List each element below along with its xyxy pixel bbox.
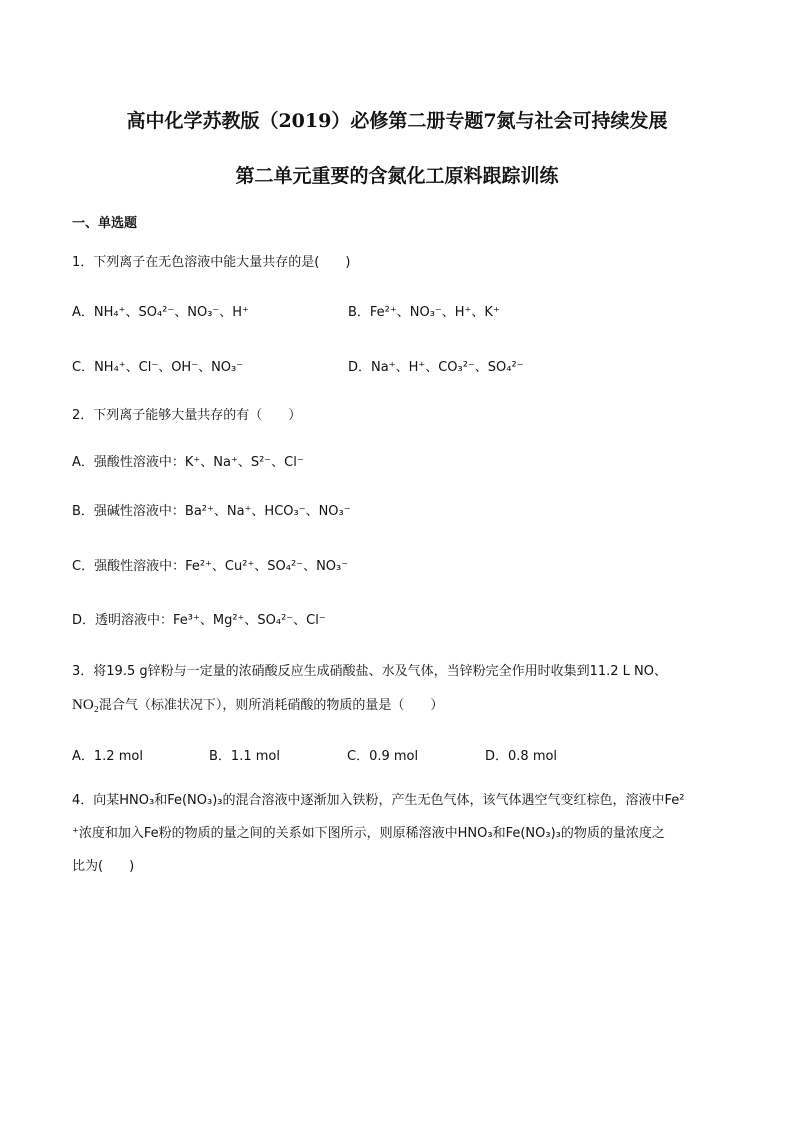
q3-option-b: B．1.1 mol — [209, 749, 280, 764]
q1-option-c: C．NH₄⁺、Cl⁻、OH⁻、NO₃⁻ — [72, 360, 244, 375]
q4-line-2: ⁺浓度和加入Fe粉的物质的量之间的关系如下图所示，则原稀溶液中HNO₃和Fe(NO₃)₃的物质的量浓度之 — [72, 826, 665, 841]
q3-option-d: D．0.8 mol — [485, 749, 558, 764]
q2-option-c: C．强酸性溶液中：Fe²⁺、Cu²⁺、SO₄²⁻、NO₃⁻ — [72, 559, 349, 574]
q2-stem: 2．下列离子能够大量共存的有（ ） — [72, 408, 302, 423]
q3-no2-formula: NO₂ — [72, 697, 99, 713]
q3-option-a: A．1.2 mol — [72, 749, 143, 764]
q3-stem-line-2 — [72, 694, 443, 714]
q4-line-1: 4．向某HNO₃和Fe(NO₃)₃的混合溶液中逐渐加入铁粉，产生无色气体，该气体遇空气变红棕色，溶液中Fe² — [72, 793, 685, 808]
q4-line-3: 比为( ) — [72, 859, 135, 874]
q2-option-b: B．强碱性溶液中：Ba²⁺、Na⁺、HCO₃⁻、NO₃⁻ — [72, 504, 351, 519]
q3-stem-line-1: 3．将19.5 g锌粉与一定量的浓硝酸反应生成硝酸盐、水及气体，当锌粉完全作用时收集到11.2 L NO、 — [72, 664, 668, 679]
q1-stem: 1．下列离子在无色溶液中能大量共存的是( ) — [72, 255, 351, 270]
q3-option-c: C．0.9 mol — [347, 749, 419, 764]
q2-option-d: D．透明溶液中：Fe³⁺、Mg²⁺、SO₄²⁻、Cl⁻ — [72, 613, 326, 628]
q1-option-d: D．Na⁺、H⁺、CO₃²⁻、SO₄²⁻ — [348, 360, 524, 375]
q1-option-b: B．Fe²⁺、NO₃⁻、H⁺、K⁺ — [348, 305, 500, 320]
title-line-2: 第二单元重要的含氮化工原料跟踪训练 — [235, 165, 559, 187]
q3-stem-line-2-text: 混合气（标准状况下），则所消耗硝酸的物质的量是（ ） — [98, 698, 444, 713]
title-line-1: 高中化学苏教版（2019）必修第二册专题7氮与社会可持续发展 — [126, 110, 668, 132]
q2-option-a: A．强酸性溶液中：K⁺、Na⁺、S²⁻、Cl⁻ — [72, 455, 304, 470]
q1-option-a: A．NH₄⁺、SO₄²⁻、NO₃⁻、H⁺ — [72, 305, 249, 320]
section-heading: 一、单选题 — [72, 216, 138, 231]
